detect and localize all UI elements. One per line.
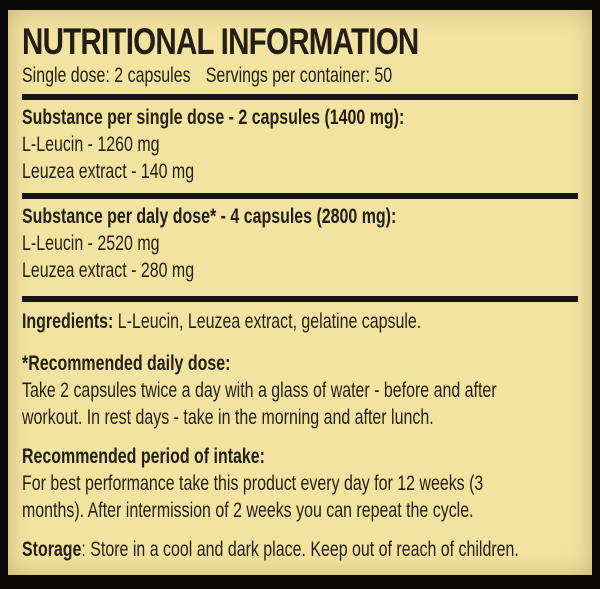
ingredients-label: Ingredients: [22, 310, 114, 333]
substance-row-leucin-single: L-Leucin - 1260 mg [22, 133, 160, 156]
substance-row-leuzea-single: Leuzea extract - 140 mg [22, 160, 195, 183]
intake-period-heading: Recommended period of intake: [22, 445, 265, 468]
substance-row-leuzea-daily: Leuzea extract - 280 mg [22, 259, 195, 282]
label-inner [8, 10, 592, 575]
daily-dose-section-heading: Substance per daly dose* - 4 capsules (2800 mg): [22, 205, 397, 228]
ingredients-line [22, 308, 445, 335]
servings-per-container-text: Servings per container: 50 [205, 64, 393, 87]
recommended-daily-heading: *Recommended daily dose: [22, 352, 231, 375]
intake-period-line-2: months). After intermission of 2 weeks you can repeat the cycle. [22, 499, 474, 522]
divider [22, 296, 578, 302]
single-dose-text: Single dose: 2 capsules [22, 64, 191, 87]
single-dose-section-heading: Substance per single dose - 2 capsules (1400 mg): [22, 106, 405, 129]
intake-period-line-1: For best performance take this product every day for 12 weeks (3 [22, 472, 484, 495]
dose-servings-line [22, 62, 445, 89]
divider [22, 94, 578, 100]
divider [22, 193, 578, 199]
substance-row-leucin-daily: L-Leucin - 2520 mg [22, 232, 160, 255]
storage-label: Storage [22, 538, 82, 561]
ingredients-text: L-Leucin, Leuzea extract, gelatine capsule. [117, 310, 422, 333]
recommended-daily-line-1: Take 2 capsules twice a day with a glass of water - before and after [22, 379, 497, 402]
storage-text: : Store in a cool and dark place. Keep out of reach of children. [81, 538, 519, 561]
recommended-daily-line-2: workout. In rest days - take in the morning and after lunch. [22, 406, 434, 429]
storage-line [22, 536, 519, 563]
label-title: NUTRITIONAL INFORMATION [22, 21, 419, 62]
